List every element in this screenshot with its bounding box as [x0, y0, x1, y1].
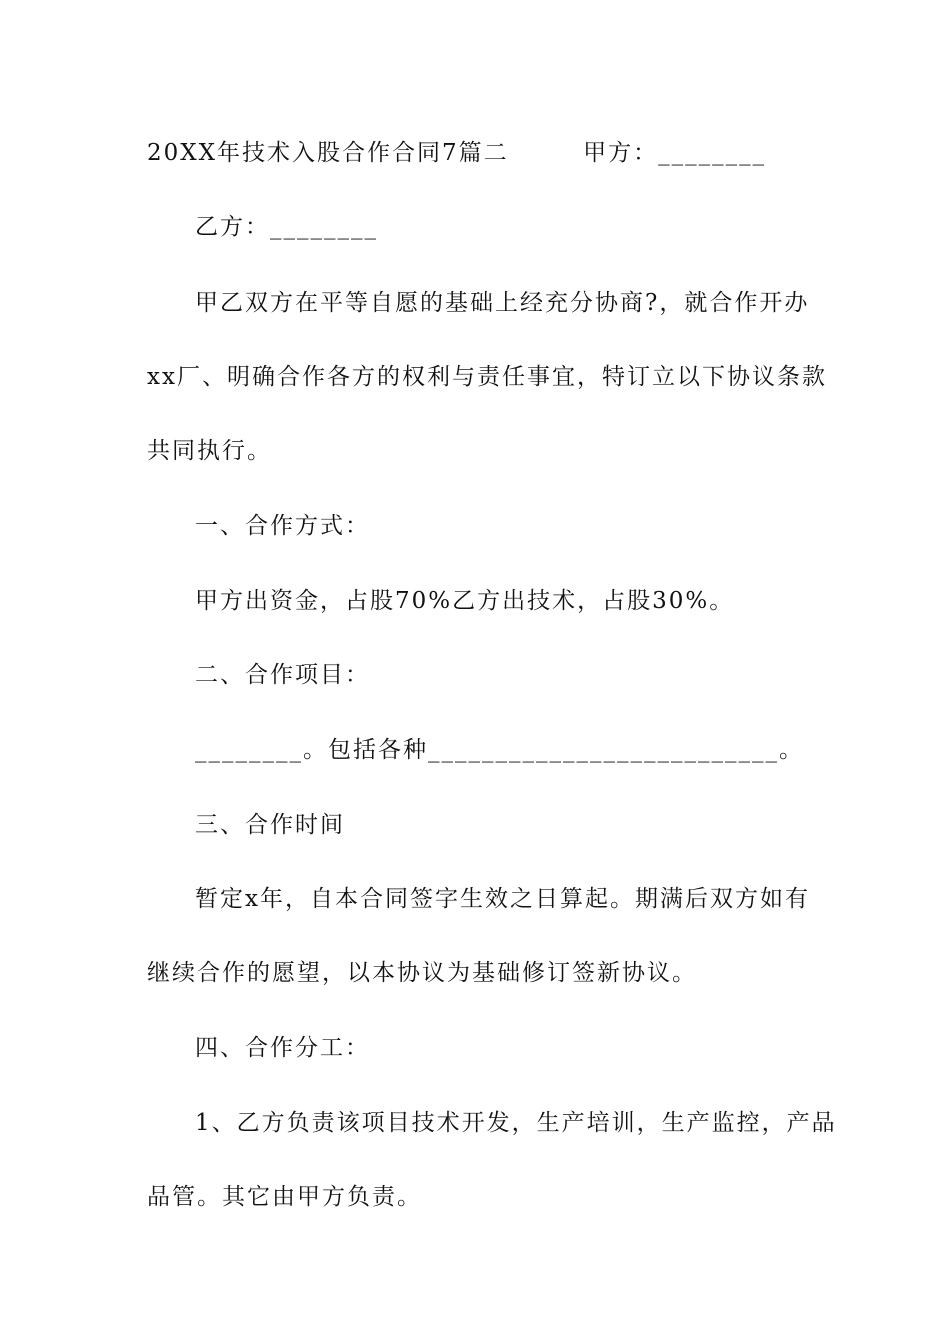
paragraph-line: 甲方出资金，占股70%乙方出技术，占股30%。 [195, 588, 735, 614]
section-heading: 二、合作项目： [195, 662, 370, 688]
paragraph-line: 继续合作的愿望，以本协议为基础修订签新协议。 [147, 960, 697, 986]
section-heading: 一、合作方式： [195, 513, 370, 539]
section-heading: 三、合作时间 [195, 812, 345, 838]
paragraph-line: xx厂、明确合作各方的权利与责任事宜，特订立以下协议条款 [147, 364, 827, 390]
paragraph-line: 共同执行。 [147, 438, 272, 464]
paragraph-line: 甲乙双方在平等自愿的基础上经充分协商?，就合作开办 [195, 290, 810, 316]
paragraph-line: 1、乙方负责该项目技术开发，生产培训，生产监控，产品 [195, 1110, 837, 1136]
paragraph-line: 品管。其它由甲方负责。 [147, 1184, 422, 1210]
paragraph-line: 暂定x年，自本合同签字生效之日算起。期满后双方如有 [195, 886, 810, 912]
paragraph-line: ________。包括各种__________________________。 [195, 737, 804, 763]
party-b-line: 乙方：________ [195, 214, 378, 240]
title-line: 20XX年技术入股合作合同7篇二 甲方：________ [147, 140, 767, 166]
section-heading: 四、合作分工： [195, 1035, 370, 1061]
